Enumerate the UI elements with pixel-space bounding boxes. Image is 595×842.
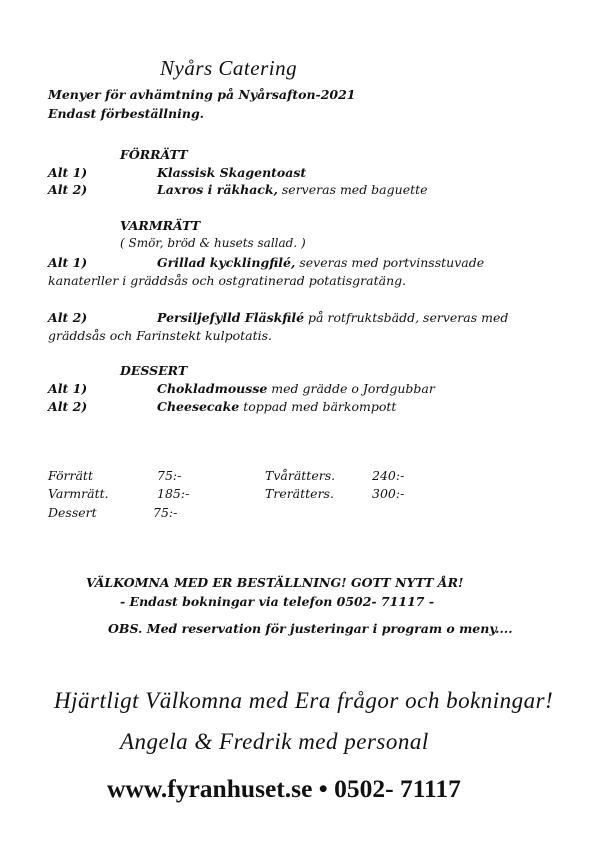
dessert-alt2-label: Alt 2) — [48, 399, 88, 414]
script-signature-line: Angela & Fredrik med personal — [120, 729, 429, 754]
varmratt-alt1-dish-name: Grillad kycklingfilé, — [157, 255, 296, 270]
dessert-heading: DESSERT — [120, 363, 188, 378]
obs-line: OBS. Med reservation för justeringar i program o meny.... — [108, 621, 513, 636]
dessert-alt1-dish-desc: med grädde o Jordgubbar — [267, 381, 435, 396]
subtitle-line-2: Endast förbeställning. — [48, 106, 205, 121]
dessert-alt2-dish-desc: toppad med bärkompott — [239, 399, 397, 414]
price-dessert-label: Dessert — [48, 505, 97, 520]
varmratt-heading: VARMRÄTT — [120, 218, 201, 233]
forratt-alt2-label: Alt 2) — [48, 182, 88, 197]
varmratt-alt2-dish-desc: på rotfruktsbädd, serveras med — [304, 310, 509, 325]
dessert-alt2-dish-name: Cheesecake — [157, 399, 240, 414]
dessert-alt1-label: Alt 1) — [48, 381, 88, 396]
varmratt-alt1-dish — [157, 255, 484, 270]
varmratt-alt1-label: Alt 1) — [48, 255, 88, 270]
varmratt-alt1-desc-line2: kanaterller i gräddsås och ostgratinerad potatisgratäng. — [48, 273, 407, 288]
price-forratt-label: Förrätt — [48, 468, 93, 483]
forratt-alt1-label: Alt 1) — [48, 165, 88, 180]
menu-title: Nyårs Catering — [160, 56, 298, 80]
varmratt-alt1-dish-desc: severas med portvinsstuvade — [295, 255, 485, 270]
forratt-alt2-dish-name: Laxros i räkhack, — [157, 182, 278, 197]
welcome-line: VÄLKOMNA MED ER BESTÄLLNING! GOTT NYTT ÅR! — [86, 575, 464, 590]
varmratt-alt2-desc-line2: gräddsås och Farinstekt kulpotatis. — [48, 328, 272, 343]
script-welcome-line: Hjärtligt Välkomna med Era frågor och bokningar! — [54, 688, 554, 713]
forratt-alt1-dish: Klassisk Skagentoast — [157, 165, 307, 180]
dessert-alt1-dish — [157, 381, 435, 396]
varmratt-alt2-dish-name: Persiljefylld Fläskfilé — [157, 310, 305, 325]
price-forratt-value: 75:- — [157, 468, 182, 483]
price-varmratt-value: 185:- — [157, 486, 190, 501]
dessert-alt1-dish-name: Chokladmousse — [157, 381, 268, 396]
price-treratters-value: 300:- — [372, 486, 405, 501]
forratt-alt2-dish-desc: serveras med baguette — [277, 182, 428, 197]
price-dessert-value: 75:- — [153, 505, 178, 520]
varmratt-note: ( Smör, bröd & husets sallad. ) — [120, 236, 306, 250]
varmratt-alt2-dish — [157, 310, 508, 325]
price-treratters-label: Trerätters. — [265, 486, 334, 501]
subtitle-line-1: Menyer för avhämtning på Nyårsafton-2021 — [48, 87, 356, 102]
forratt-heading: FÖRRÄTT — [120, 147, 188, 162]
dessert-alt2-dish — [157, 399, 396, 414]
price-tvaratters-label: Tvårätters. — [265, 468, 336, 483]
price-varmratt-label: Varmrätt. — [48, 486, 109, 501]
booking-line: - Endast bokningar via telefon 0502- 71117 - — [120, 594, 435, 609]
forratt-alt2-dish — [157, 182, 428, 197]
varmratt-alt2-label: Alt 2) — [48, 310, 88, 325]
price-tvaratters-value: 240:- — [372, 468, 405, 483]
contact-line: www.fyranhuset.se • 0502- 71117 — [107, 774, 461, 803]
